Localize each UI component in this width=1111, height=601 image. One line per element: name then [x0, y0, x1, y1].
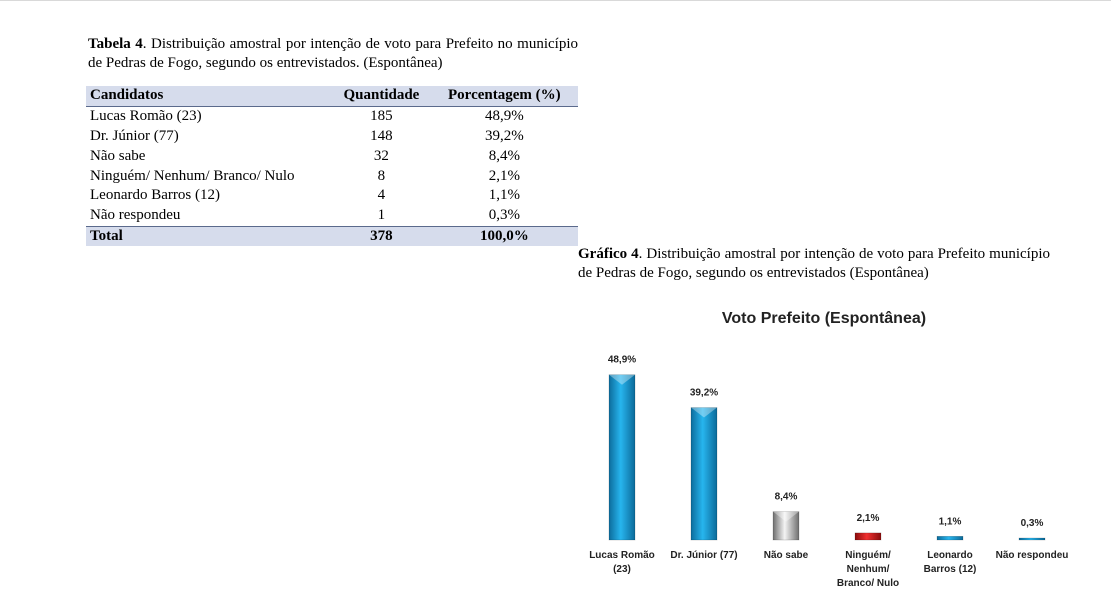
chart-caption-label: Gráfico 4 — [578, 246, 639, 262]
table-row — [86, 127, 578, 147]
data-label: 48,9% — [607, 354, 637, 366]
category-label: Não sabe — [763, 550, 809, 561]
table-row — [86, 146, 578, 166]
header-quantidade: Quantidade — [332, 86, 431, 106]
bar-group — [589, 355, 655, 575]
chart-title: Voto Prefeito (Espontânea) — [721, 310, 927, 327]
total-percent: 100,0% — [431, 226, 578, 246]
data-label: 0,3% — [1020, 518, 1044, 529]
cell-quantity: 185 — [370, 108, 393, 125]
table-caption-text: . Distribuição amostral por intenção de voto para Prefeito no município de Pedras de Fogo, segundo os entrevistados. (Espontânea) — [88, 36, 578, 71]
cell-candidate: Dr. Júnior (77) — [90, 127, 179, 144]
cell-quantity: 32 — [373, 147, 389, 164]
data-label: 8,4% — [774, 491, 798, 503]
chart-caption-text: . Distribuição amostral por intenção de voto para Prefeito município de Pedras de Fogo, segundo os entrevistados (Espontânea) — [578, 246, 1050, 281]
total-quantity: 378 — [332, 226, 431, 246]
cell-percent: 0,3% — [488, 207, 520, 224]
bar — [691, 408, 717, 540]
category-label: Leonardo Barros (12) — [923, 550, 977, 575]
cell-percent: 48,9% — [484, 108, 524, 125]
data-label: 1,1% — [938, 516, 962, 528]
data-label: 2,1% — [856, 512, 880, 524]
table-row — [86, 206, 578, 226]
cell-candidate: Não respondeu — [90, 207, 181, 224]
category-label: Lucas Romão (23) — [589, 550, 655, 575]
cell-percent: 1,1% — [488, 187, 520, 204]
chart-caption — [578, 245, 1050, 283]
bar — [609, 375, 635, 540]
cell-candidate: Leonardo Barros (12) — [90, 187, 220, 204]
bar — [937, 536, 963, 540]
table-header-row — [86, 86, 578, 106]
cell-percent: 8,4% — [488, 147, 520, 164]
category-label: Ninguém/ Nenhum/ Branco/ Nulo — [836, 550, 900, 589]
header-candidatos: Candidatos — [86, 86, 332, 106]
cell-quantity: 8 — [377, 167, 386, 184]
table-row — [86, 166, 578, 186]
bar — [1019, 538, 1045, 540]
table-caption-label: Tabela 4 — [88, 36, 143, 52]
data-label: 39,2% — [689, 387, 719, 399]
header-porcentagem: Porcentagem (%) — [431, 86, 578, 106]
bar — [855, 533, 881, 540]
bar-group — [837, 513, 899, 589]
cell-candidate: Não sabe — [90, 147, 146, 164]
bar-group — [670, 388, 737, 561]
total-label: Total — [86, 226, 332, 246]
table-caption — [88, 35, 578, 73]
cell-percent: 2,1% — [488, 167, 520, 184]
cell-quantity: 4 — [377, 187, 386, 204]
category-label: Não respondeu — [995, 550, 1069, 561]
cell-candidate: Ninguém/ Nenhum/ Branco/ Nulo — [90, 167, 295, 184]
category-label: Dr. Júnior (77) — [670, 550, 738, 561]
bar-group — [924, 516, 977, 575]
cell-quantity: 1 — [377, 207, 386, 224]
cell-percent: 39,2% — [484, 127, 524, 144]
table-row — [86, 186, 578, 206]
table-row — [86, 106, 578, 126]
bar-group — [996, 518, 1069, 561]
votes-table — [86, 86, 578, 246]
table-total-row — [86, 226, 578, 246]
cell-quantity: 148 — [370, 127, 393, 144]
vote-bar-chart — [578, 295, 1078, 597]
page-top-border — [0, 0, 1111, 1]
bar-group — [764, 492, 809, 561]
cell-candidate: Lucas Romão (23) — [90, 108, 202, 125]
